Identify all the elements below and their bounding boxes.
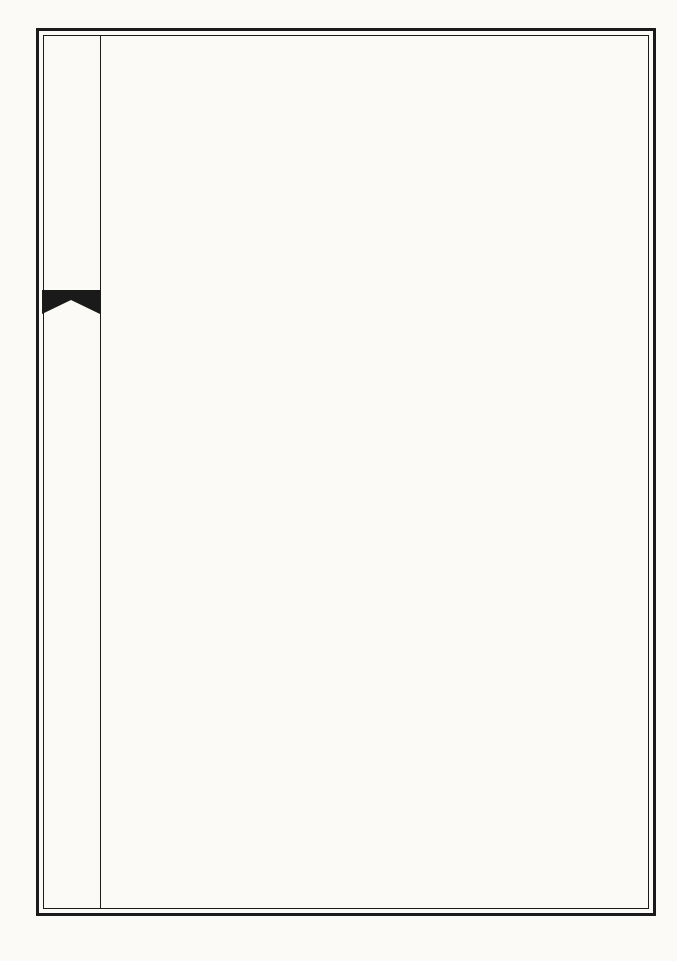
gutter-divider: [100, 35, 101, 909]
fishtail-mark-icon: [42, 290, 100, 314]
page-border-inner: [43, 35, 649, 909]
